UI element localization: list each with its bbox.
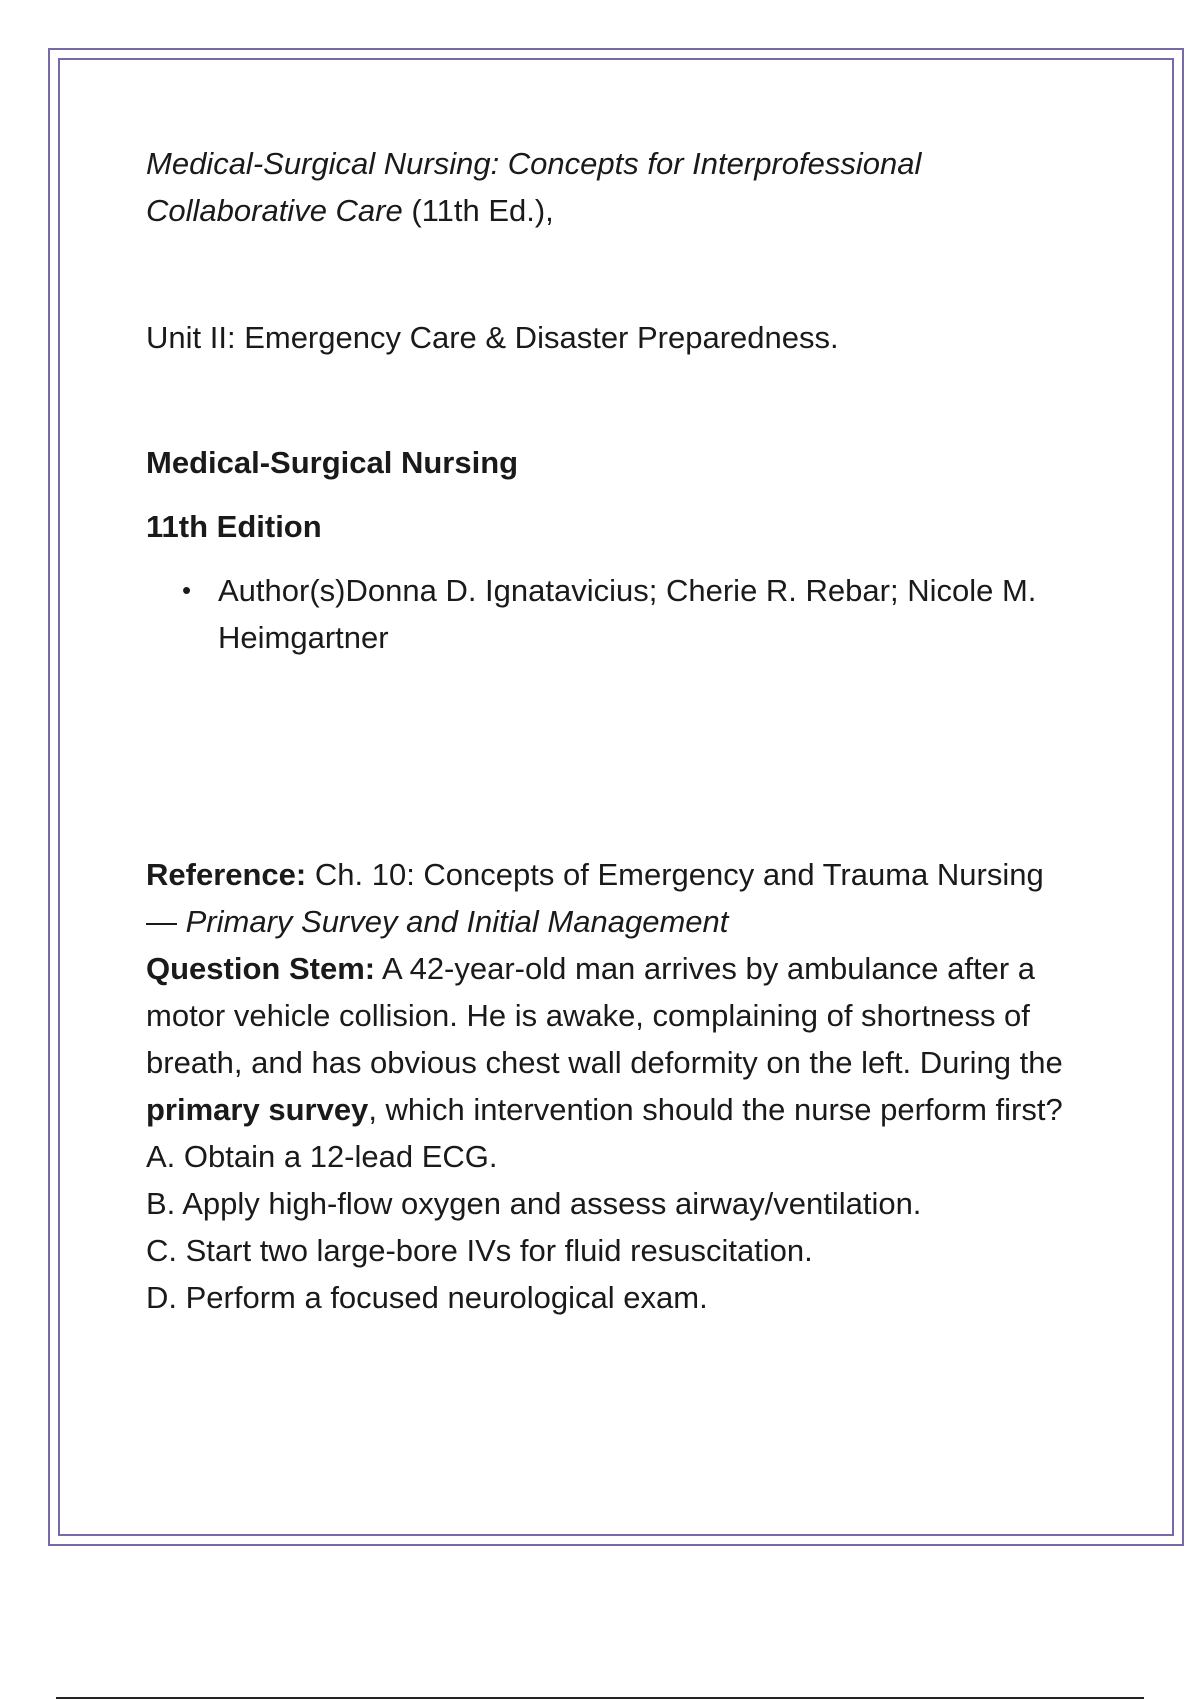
document-body — [146, 140, 1096, 1321]
reference-dash: — — [146, 904, 186, 939]
heading-edition: 11th Edition — [146, 509, 322, 544]
book-title: Medical-Surgical Nursing: Concepts for Interprofessional Collaborative Care — [146, 146, 922, 228]
heading-title: Medical-Surgical Nursing — [146, 445, 519, 480]
bottom-rule — [56, 1697, 1144, 1699]
question-label: Question Stem: — [146, 951, 376, 986]
option-a: A. Obtain a 12-lead ECG. — [146, 1139, 498, 1174]
author-names: Author(s)Donna D. Ignatavicius; Cherie R. Rebar; Nicole M. Heimgartner — [218, 573, 1037, 655]
question-text-before: A 42-year-old man arrives by ambulance after a motor vehicle collision. He is awake, complaining of shortness of breath, and has obvious chest wall deformity on the left. During the — [146, 951, 1063, 1080]
author-list — [146, 567, 1096, 661]
book-citation — [146, 140, 1096, 234]
reference-line — [146, 851, 1096, 945]
option-b: B. Apply high-flow oxygen and assess airway/ventilation. — [146, 1186, 922, 1221]
book-edition: (11th Ed.), — [402, 193, 554, 228]
option-c: C. Start two large-bore IVs for fluid resuscitation. — [146, 1233, 813, 1268]
question-text-after: , which intervention should the nurse perform first? — [368, 1092, 1063, 1127]
question-emphasis: primary survey — [146, 1092, 369, 1127]
reference-label: Reference: — [146, 857, 307, 892]
bullet-icon: • — [182, 575, 192, 605]
reference-subtitle: Primary Survey and Initial Management — [185, 904, 729, 939]
option-d: D. Perform a focused neurological exam. — [146, 1280, 708, 1315]
reference-text: Ch. 10: Concepts of Emergency and Trauma Nursing — [306, 857, 1044, 892]
question-stem — [146, 945, 1096, 1133]
author-list-item — [146, 567, 1096, 661]
unit-line: Unit II: Emergency Care & Disaster Preparedness. — [146, 320, 839, 355]
